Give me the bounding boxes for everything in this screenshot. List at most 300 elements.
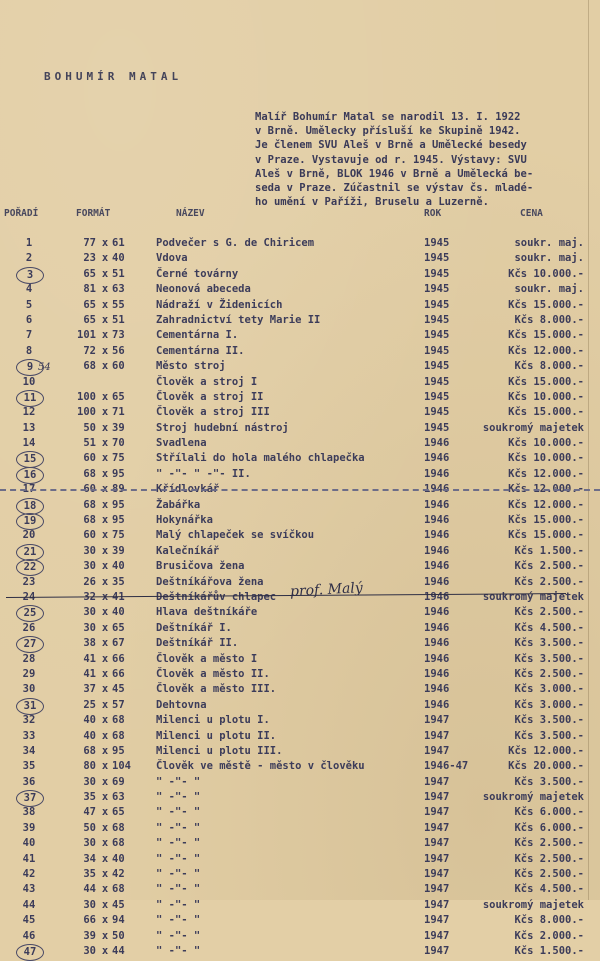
row-number: 1 (25, 237, 33, 249)
format-height: 57 (112, 698, 125, 711)
table-row (0, 528, 600, 543)
format-width: 30 (83, 775, 96, 788)
artwork-price: Kčs 12.000.- (508, 344, 584, 357)
artwork-year: 1947 (424, 806, 450, 819)
table-row (0, 652, 600, 667)
format-separator: x (101, 883, 109, 896)
row-number: 37 (16, 790, 44, 807)
format-separator: x (101, 313, 109, 326)
table-row (0, 375, 600, 390)
format-width: 68 (83, 498, 96, 511)
artwork-price: Kčs 3.500.- (514, 775, 584, 788)
artwork-price: Kčs 12.000.- (508, 483, 584, 496)
format-height: 40 (112, 606, 125, 619)
row-number: 42 (22, 868, 36, 881)
table-row (0, 421, 600, 436)
format-width: 39 (83, 929, 96, 942)
artwork-year: 1946 (424, 437, 450, 450)
artwork-price: soukromý majetek (482, 791, 584, 804)
table-row (0, 867, 600, 882)
format-separator: x (101, 483, 109, 496)
artwork-price: Kčs 1.500.- (514, 544, 584, 557)
format-separator: x (101, 760, 109, 773)
artwork-price: soukromý majetek (482, 421, 584, 434)
artwork-year: 1945 (424, 252, 450, 265)
artwork-title: Dehtovna (156, 698, 207, 711)
artwork-title: Milenci u plotu III. (156, 744, 283, 757)
format-height: 95 (112, 467, 125, 480)
column-header-name: NÁZEV (176, 208, 205, 219)
artwork-year: 1946 (424, 575, 450, 588)
format-width: 68 (83, 467, 96, 480)
artwork-price: Kčs 15.000.- (508, 375, 584, 388)
format-height: 89 (112, 483, 125, 496)
artwork-title: " -"- " (156, 883, 201, 896)
artwork-year: 1946 (424, 452, 450, 465)
artwork-price: Kčs 3.500.- (514, 714, 584, 727)
table-row (0, 282, 600, 297)
format-height: 73 (112, 329, 125, 342)
format-height: 41 (112, 590, 125, 603)
row-number: 35 (22, 760, 36, 773)
handwritten-annotation: prof. Malý (289, 580, 364, 600)
format-separator: x (101, 390, 109, 403)
artwork-price: Kčs 2.500.- (514, 606, 584, 619)
format-separator: x (101, 868, 109, 881)
table-row (0, 775, 600, 790)
artwork-title: Člověk a stroj II (156, 390, 264, 403)
table-row (0, 636, 600, 651)
format-width: 100 (77, 390, 96, 403)
bio-line: seda v Praze. Zúčastnil se výstav čs. mladé- (255, 182, 534, 195)
bio-line: v Praze. Vystavuje od r. 1945. Výstavy: SVU (255, 153, 527, 166)
format-width: 30 (83, 606, 96, 619)
bio-line: Aleš v Brně, BLOK 1946 v Brně a Umělecká be- (255, 167, 534, 180)
row-number: 9 (16, 359, 44, 376)
row-number: 23 (22, 575, 36, 588)
format-height: 35 (112, 575, 125, 588)
format-width: 80 (83, 760, 96, 773)
artwork-title: Stroj hudební nástroj (156, 421, 289, 434)
format-height: 68 (112, 729, 125, 742)
row-number: 6 (25, 313, 33, 326)
table-row (0, 267, 600, 282)
row-number: 18 (16, 498, 44, 515)
table-row (0, 805, 600, 820)
artwork-year: 1946 (424, 560, 450, 573)
format-width: 30 (83, 621, 96, 634)
format-width: 32 (83, 590, 96, 603)
row-number: 41 (22, 852, 36, 865)
format-height: 55 (112, 298, 125, 311)
format-width: 35 (83, 868, 96, 881)
column-header-year: ROK (424, 208, 442, 219)
artwork-year: 1947 (424, 714, 450, 727)
table-row (0, 467, 600, 482)
format-separator: x (101, 498, 109, 511)
format-width: 101 (77, 329, 96, 342)
row-number: 45 (22, 914, 36, 927)
artwork-price: soukr. maj. (514, 283, 584, 296)
artwork-year: 1947 (424, 821, 450, 834)
artwork-year: 1945 (424, 283, 450, 296)
artwork-title: " -"- " (156, 929, 201, 942)
artwork-year: 1947 (424, 791, 450, 804)
format-width: 30 (83, 560, 96, 573)
artwork-title: " -"- " (156, 821, 201, 834)
row-number: 5 (25, 298, 33, 311)
artwork-title: Člověk a město I (156, 652, 258, 665)
artwork-price: Kčs 15.000.- (508, 514, 584, 527)
artwork-title: " -"- " (156, 868, 201, 881)
format-separator: x (101, 637, 109, 650)
artwork-title: Člověk ve městě - město v člověku (156, 760, 365, 773)
format-width: 100 (77, 406, 96, 419)
format-separator: x (101, 698, 109, 711)
format-height: 50 (112, 929, 125, 942)
artwork-title: " -"- " (156, 775, 201, 788)
table-row (0, 390, 600, 405)
format-height: 42 (112, 868, 125, 881)
format-width: 65 (83, 267, 96, 280)
table-row (0, 559, 600, 574)
format-height: 67 (112, 637, 125, 650)
format-separator: x (101, 344, 109, 357)
artwork-price: Kčs 2.500.- (514, 575, 584, 588)
format-separator: x (101, 529, 109, 542)
row-number: 36 (22, 775, 36, 788)
table-row (0, 544, 600, 559)
table-row (0, 913, 600, 928)
format-width: 38 (83, 637, 96, 650)
section-divider (0, 489, 600, 491)
table-row (0, 436, 600, 451)
format-height: 45 (112, 683, 125, 696)
table-row (0, 744, 600, 759)
artwork-price: Kčs 8.000.- (514, 313, 584, 326)
artwork-title: Podvečer s G. de Chiricem (156, 237, 315, 249)
artwork-title: Deštníkář II. (156, 637, 239, 650)
format-width: 47 (83, 806, 96, 819)
table-row (0, 313, 600, 328)
format-separator: x (101, 437, 109, 450)
format-width: 30 (83, 837, 96, 850)
column-header-format: FORMÁT (76, 208, 111, 219)
artwork-year: 1946 (424, 498, 450, 511)
row-number: 14 (22, 437, 36, 450)
artwork-price: soukromý majetek (482, 898, 584, 911)
format-separator: x (101, 267, 109, 280)
artwork-year: 1945 (424, 375, 450, 388)
format-separator: x (101, 560, 109, 573)
format-width: 40 (83, 714, 96, 727)
artwork-year: 1945 (424, 313, 450, 326)
format-separator: x (101, 544, 109, 557)
row-number: 17 (22, 483, 36, 496)
format-width: 66 (83, 914, 96, 927)
artwork-year: 1946-47 (424, 760, 469, 773)
artwork-year: 1945 (424, 344, 450, 357)
artwork-title: Hokynářka (156, 514, 213, 527)
artwork-price: Kčs 15.000.- (508, 406, 584, 419)
artwork-year: 1947 (424, 852, 450, 865)
format-separator: x (101, 914, 109, 927)
table-row (0, 344, 600, 359)
format-separator: x (101, 729, 109, 742)
format-height: 63 (112, 791, 125, 804)
table-row (0, 944, 600, 959)
artwork-title: Brusičova žena (156, 560, 245, 573)
format-width: 26 (83, 575, 96, 588)
table-row (0, 513, 600, 528)
row-number: 34 (22, 744, 36, 757)
format-separator: x (101, 621, 109, 634)
artwork-year: 1946 (424, 590, 450, 603)
table-row (0, 729, 600, 744)
format-height: 65 (112, 390, 125, 403)
format-height: 68 (112, 821, 125, 834)
row-number: 2 (25, 252, 33, 265)
format-separator: x (101, 606, 109, 619)
artwork-price: Kčs 2.000.- (514, 929, 584, 942)
format-separator: x (101, 421, 109, 434)
artwork-year: 1947 (424, 883, 450, 896)
format-height: 40 (112, 560, 125, 573)
table-row (0, 328, 600, 343)
format-separator: x (101, 360, 109, 373)
format-height: 69 (112, 775, 125, 788)
format-separator: x (101, 590, 109, 603)
artwork-year: 1945 (424, 421, 450, 434)
format-separator: x (101, 898, 109, 911)
format-width: 44 (83, 883, 96, 896)
artwork-title: Kalečníkář (156, 544, 220, 557)
artwork-title: Černé továrny (156, 267, 239, 280)
table-row (0, 298, 600, 313)
row-number: 21 (16, 544, 44, 561)
artwork-year: 1947 (424, 729, 450, 742)
table-row (0, 667, 600, 682)
artist-name-heading: BOHUMÍR MATAL (44, 70, 183, 83)
row-number: 27 (16, 636, 44, 653)
format-separator: x (101, 575, 109, 588)
artwork-title: Člověk a město II. (156, 667, 270, 680)
format-width: 81 (83, 283, 96, 296)
artwork-year: 1945 (424, 390, 450, 403)
format-height: 94 (112, 914, 125, 927)
artwork-price: Kčs 12.000.- (508, 467, 584, 480)
artwork-price: Kčs 2.500.- (514, 560, 584, 573)
artwork-year: 1947 (424, 744, 450, 757)
format-separator: x (101, 406, 109, 419)
format-width: 37 (83, 683, 96, 696)
artwork-title: Hlava deštníkáře (156, 606, 258, 619)
table-row (0, 605, 600, 620)
row-number: 43 (22, 883, 36, 896)
format-height: 75 (112, 529, 125, 542)
artwork-price: Kčs 8.000.- (514, 914, 584, 927)
row-number: 19 (16, 513, 44, 530)
artwork-price: Kčs 10.000.- (508, 390, 584, 403)
format-separator: x (101, 837, 109, 850)
artwork-price: Kčs 8.000.- (514, 360, 584, 373)
format-separator: x (101, 237, 109, 249)
column-header-price: CENA (520, 208, 543, 219)
artwork-price: Kčs 3.000.- (514, 683, 584, 696)
artwork-price: Kčs 2.500.- (514, 667, 584, 680)
table-row (0, 929, 600, 944)
artwork-title: " -"- " (156, 914, 201, 927)
artwork-price: Kčs 10.000.- (508, 437, 584, 450)
artwork-title: Člověk a město III. (156, 683, 277, 696)
format-height: 95 (112, 498, 125, 511)
artwork-price: Kčs 3.500.- (514, 637, 584, 650)
artwork-year: 1947 (424, 837, 450, 850)
table-row (0, 821, 600, 836)
artwork-title: " -"- " (156, 944, 201, 957)
artwork-price: Kčs 2.500.- (514, 837, 584, 850)
row-number: 10 (22, 375, 36, 388)
bio-line: ho umění v Paříži, Bruselu a Luzerně. (255, 196, 489, 209)
row-number: 38 (22, 806, 36, 819)
table-row (0, 882, 600, 897)
row-number: 29 (22, 667, 36, 680)
row-number: 28 (22, 652, 36, 665)
table-row (0, 405, 600, 420)
bio-line: Malíř Bohumír Matal se narodil 13. I. 1922 (255, 111, 521, 123)
artwork-title: Svadlena (156, 437, 207, 450)
artwork-price: Kčs 4.500.- (514, 621, 584, 634)
format-separator: x (101, 252, 109, 265)
format-height: 56 (112, 344, 125, 357)
format-width: 60 (83, 529, 96, 542)
format-separator: x (101, 806, 109, 819)
artwork-price: Kčs 2.500.- (514, 852, 584, 865)
artwork-price: Kčs 3.500.- (514, 652, 584, 665)
format-width: 23 (83, 252, 96, 265)
format-width: 60 (83, 483, 96, 496)
format-height: 45 (112, 898, 125, 911)
table-row (0, 836, 600, 851)
format-separator: x (101, 329, 109, 342)
artwork-year: 1946 (424, 606, 450, 619)
artwork-year: 1946 (424, 667, 450, 680)
format-height: 95 (112, 514, 125, 527)
artwork-price: Kčs 15.000.- (508, 529, 584, 542)
format-separator: x (101, 821, 109, 834)
artwork-price: soukromý majetek (482, 590, 584, 603)
row-number: 32 (22, 714, 36, 727)
row-number: 26 (22, 621, 36, 634)
format-width: 51 (83, 437, 96, 450)
row-number: 11 (16, 390, 44, 407)
artwork-price: Kčs 1.500.- (514, 944, 584, 957)
format-width: 35 (83, 791, 96, 804)
format-separator: x (101, 467, 109, 480)
artwork-price: soukr. maj. (514, 252, 584, 265)
format-width: 34 (83, 852, 96, 865)
row-number: 31 (16, 698, 44, 715)
artwork-title: Milenci u plotu I. (156, 714, 270, 727)
format-height: 104 (112, 760, 131, 773)
row-number: 16 (16, 467, 44, 484)
table-row (0, 621, 600, 636)
format-separator: x (101, 283, 109, 296)
row-number: 22 (16, 559, 44, 576)
artwork-title: Milenci u plotu II. (156, 729, 277, 742)
artwork-year: 1946 (424, 529, 450, 542)
format-height: 68 (112, 714, 125, 727)
artwork-year: 1946 (424, 544, 450, 557)
table-row (0, 759, 600, 774)
artwork-year: 1947 (424, 929, 450, 942)
artwork-price: Kčs 12.000.- (508, 744, 584, 757)
artwork-year: 1946 (424, 467, 450, 480)
artwork-price: Kčs 20.000.- (508, 760, 584, 773)
row-number: 20 (22, 529, 36, 542)
format-height: 70 (112, 437, 125, 450)
artwork-year: 1947 (424, 775, 450, 788)
column-header-order: POŘADÍ (4, 208, 39, 219)
table-row (0, 790, 600, 805)
artwork-year: 1947 (424, 868, 450, 881)
format-separator: x (101, 667, 109, 680)
format-width: 68 (83, 514, 96, 527)
bio-line: Je členem SVU Aleš v Brně a Umělecké besedy (255, 139, 527, 152)
artwork-title: Nádraží v Židenicích (156, 298, 283, 311)
format-separator: x (101, 298, 109, 311)
bio-line: v Brně. Umělecky přísluší ke Skupině 1942. (255, 125, 521, 138)
format-width: 41 (83, 667, 96, 680)
artwork-title: " -"- " (156, 837, 201, 850)
artwork-title: Vdova (156, 252, 188, 265)
artwork-price: Kčs 6.000.- (514, 821, 584, 834)
row-number: 40 (22, 837, 36, 850)
format-separator: x (101, 791, 109, 804)
format-height: 65 (112, 621, 125, 634)
format-separator: x (101, 652, 109, 665)
format-width: 68 (83, 360, 96, 373)
format-separator: x (101, 452, 109, 465)
artwork-title: " -"- " (156, 898, 201, 911)
format-separator: x (101, 775, 109, 788)
format-separator: x (101, 683, 109, 696)
format-width: 65 (83, 313, 96, 326)
table-row (0, 852, 600, 867)
format-width: 77 (83, 237, 96, 249)
artwork-title: Člověk a stroj III (156, 406, 270, 419)
row-number: 24 (22, 590, 36, 603)
artwork-price: Kčs 2.500.- (514, 868, 584, 881)
format-height: 44 (112, 944, 125, 957)
format-separator: x (101, 744, 109, 757)
format-width: 65 (83, 298, 96, 311)
artwork-title: Žabářka (156, 498, 201, 511)
artwork-title: Křídlovkář (156, 483, 220, 496)
table-row (0, 251, 600, 266)
artwork-title: Cementárna II. (156, 344, 245, 357)
artwork-title: Člověk a stroj I (156, 375, 258, 388)
artwork-year: 1945 (424, 298, 450, 311)
format-width: 30 (83, 944, 96, 957)
artwork-year: 1947 (424, 914, 450, 927)
artwork-year: 1946 (424, 621, 450, 634)
format-width: 50 (83, 421, 96, 434)
artwork-title: Zahradnictví tety Marie II (156, 313, 321, 326)
format-height: 68 (112, 837, 125, 850)
table-row (0, 713, 600, 728)
artwork-year: 1946 (424, 514, 450, 527)
